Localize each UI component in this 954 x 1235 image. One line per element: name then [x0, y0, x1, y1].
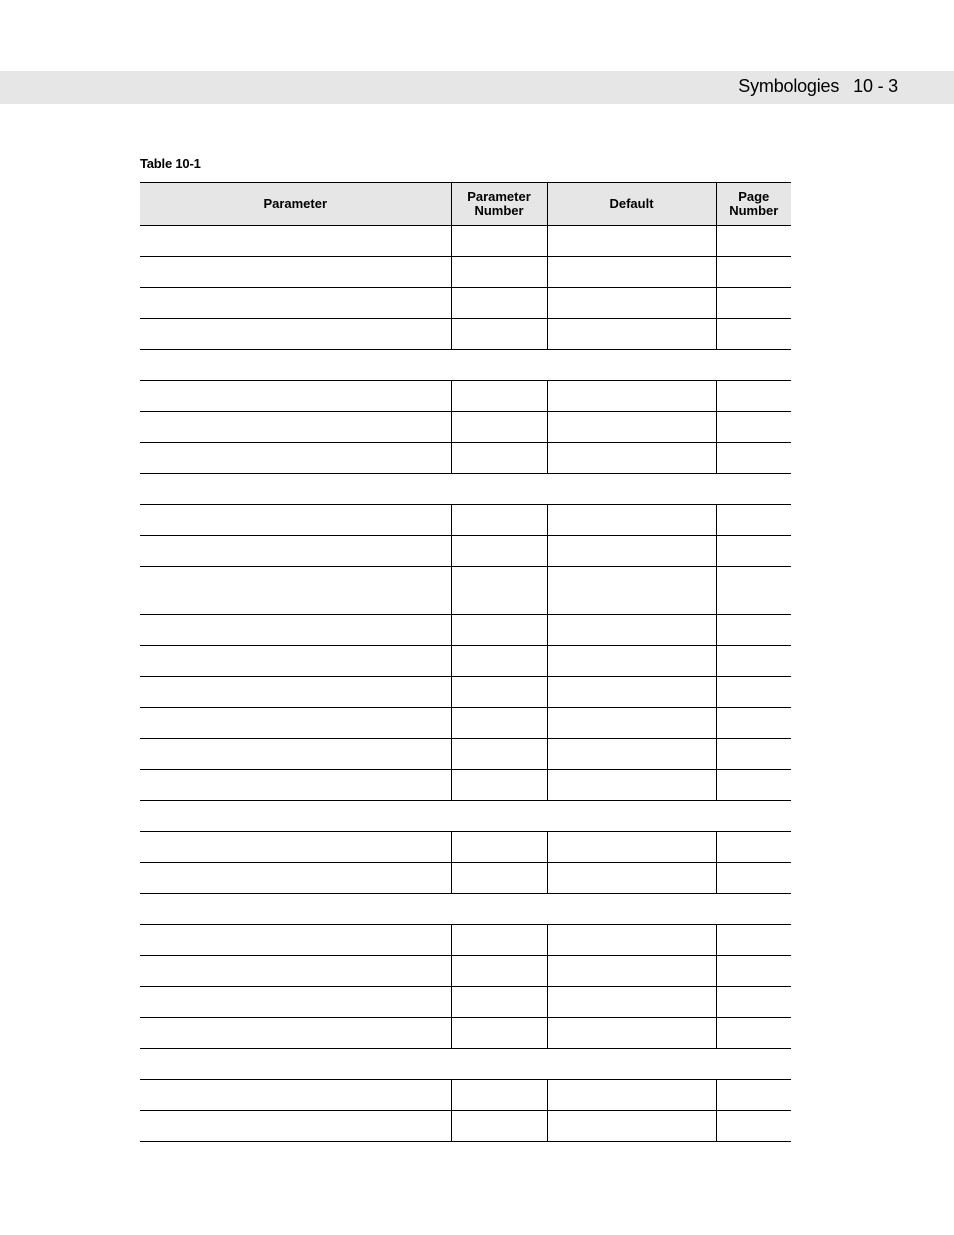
table-row: [140, 1018, 791, 1049]
table-row: [140, 615, 791, 646]
page-number: 10 - 3: [853, 76, 898, 96]
table-row: [140, 288, 791, 319]
table-row: [140, 1080, 791, 1111]
header-text: [738, 71, 898, 104]
table-row: [140, 319, 791, 350]
table-row: [140, 567, 791, 615]
section-row: [140, 1049, 791, 1080]
table-row: [140, 226, 791, 257]
section-title: Symbologies: [738, 76, 840, 96]
table-row: [140, 987, 791, 1018]
table-header-row: [140, 183, 791, 226]
section-row: [140, 350, 791, 381]
table-row: [140, 381, 791, 412]
column-header-page-number: Page Number: [716, 183, 791, 226]
table-row: [140, 925, 791, 956]
table-row: [140, 770, 791, 801]
running-header: [0, 71, 954, 104]
section-row: [140, 801, 791, 832]
column-header-parameter: Parameter: [140, 183, 451, 226]
table-row: [140, 505, 791, 536]
section-row: [140, 474, 791, 505]
table-row: [140, 677, 791, 708]
table-row: [140, 739, 791, 770]
table-row: [140, 443, 791, 474]
table-caption: Table 10-1: [140, 156, 201, 171]
table-row: [140, 863, 791, 894]
table-row: [140, 1111, 791, 1142]
table-row: [140, 646, 791, 677]
table-row: [140, 708, 791, 739]
table-row: [140, 257, 791, 288]
table-row: [140, 832, 791, 863]
column-header-default: Default: [547, 183, 716, 226]
table-row: [140, 412, 791, 443]
column-header-parameter-number: Parameter Number: [451, 183, 547, 226]
table-row: [140, 536, 791, 567]
table-row: [140, 956, 791, 987]
parameter-table: [140, 182, 791, 1142]
section-row: [140, 894, 791, 925]
